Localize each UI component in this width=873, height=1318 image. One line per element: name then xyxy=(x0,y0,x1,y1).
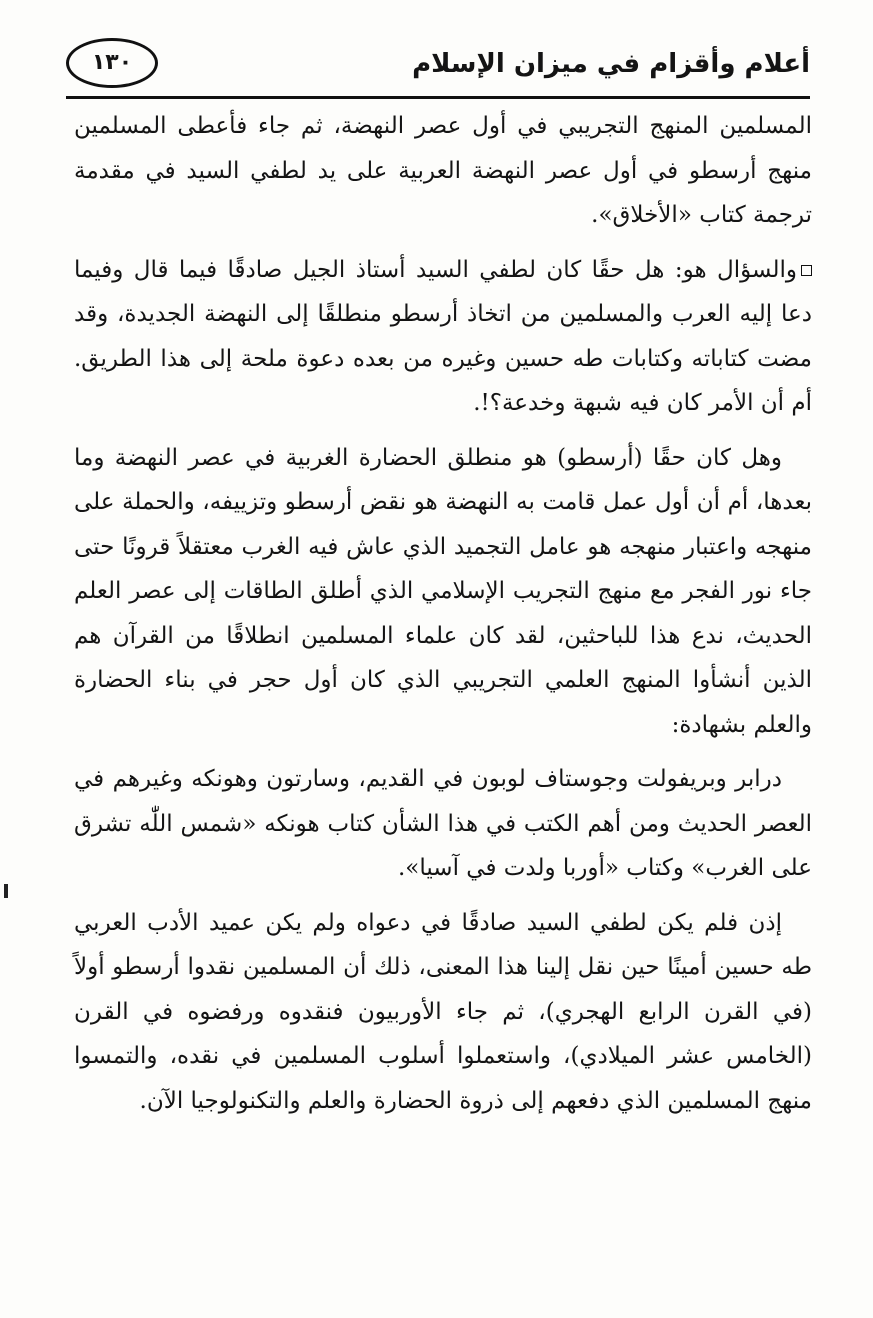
paragraph-3: وهل كان حقًا (أرسطو) هو منطلق الحضارة الغربية في عصر النهضة وما بعدها، أم أن أول عمل قامت به النهضة هو نقض أرسطو وتزييفه، والحملة على منهجه واعتبار منهجه هو عامل التجميد الذي عاش فيه الغرب معتقلاً قرونًا حتى جاء نور الفجر مع منهج التجريب الإسلامي الذي أطلق الطاقات إلى عصر العلم الحديث، ندع هذا للباحثين، لقد كان علماء المسلمين انطلاقًا من القرآن هم الذين أنشأوا المنهج العلمي التجريبي الذي كان أول حجر في بناء الحضارة والعلم بشهادة: xyxy=(74,444,812,738)
header-divider xyxy=(66,96,810,99)
scan-margin-mark xyxy=(4,884,8,898)
page-number-oval xyxy=(66,38,158,88)
paragraph-marker-icon xyxy=(801,265,812,276)
paragraph-4: درابر وبريفولت وجوستاف لوبون في القديم، وسارتون وهونكه وغيرهم في العصر الحديث ومن أهم الكتب في هذا الشأن كتاب هونكه «شمس اللّٰه تشرق على الغرب» وكتاب «أوربا ولدت في آسيا». xyxy=(74,766,812,881)
body-text xyxy=(74,104,812,1123)
paragraph-1: المسلمين المنهج التجريبي في أول عصر النهضة، ثم جاء فأعطى المسلمين منهج أرسطو في أول عصر النهضة العربية على يد لطفي السيد في مقدمة ترجمة كتاب «الأخلاق». xyxy=(74,113,812,228)
paragraph-5: إذن فلم يكن لطفي السيد صادقًا في دعواه ولم يكن عميد الأدب العربي طه حسين أمينًا حين نقل إلينا هذا المعنى، ذلك أن المسلمين نقدوا أرسطو أولاً (في القرن الرابع الهجري)، ثم جاء الأوربيون فنقدوه ورفضوه في القرن (الخامس عشر الميلادي)، واستعملوا أسلوب المسلمين في نقده، والتمسوا منهج المسلمين الذي دفعهم إلى ذروة الحضارة والعلم والتكنولوجيا الآن. xyxy=(74,909,812,1114)
paragraph-2-text: والسؤال هو: هل حقًا كان لطفي السيد أستاذ الجيل صادقًا فيما قال وفيما دعا إليه العرب والمسلمين من اتخاذ أرسطو منطلقًا إلى النهضة الجديدة، وقد مضت كتاباته وكتابات طه حسين وغيره من بعده دعوة ملحة إلى هذا الطريق. أم أن الأمر كان فيه شبهة وخدعة؟!. xyxy=(74,256,812,416)
page-number: ١٣٠ xyxy=(91,50,133,75)
running-title: أعلام وأقزام في ميزان الإسلام xyxy=(412,49,810,79)
page-header xyxy=(66,38,810,102)
paragraph-2 xyxy=(74,248,812,426)
